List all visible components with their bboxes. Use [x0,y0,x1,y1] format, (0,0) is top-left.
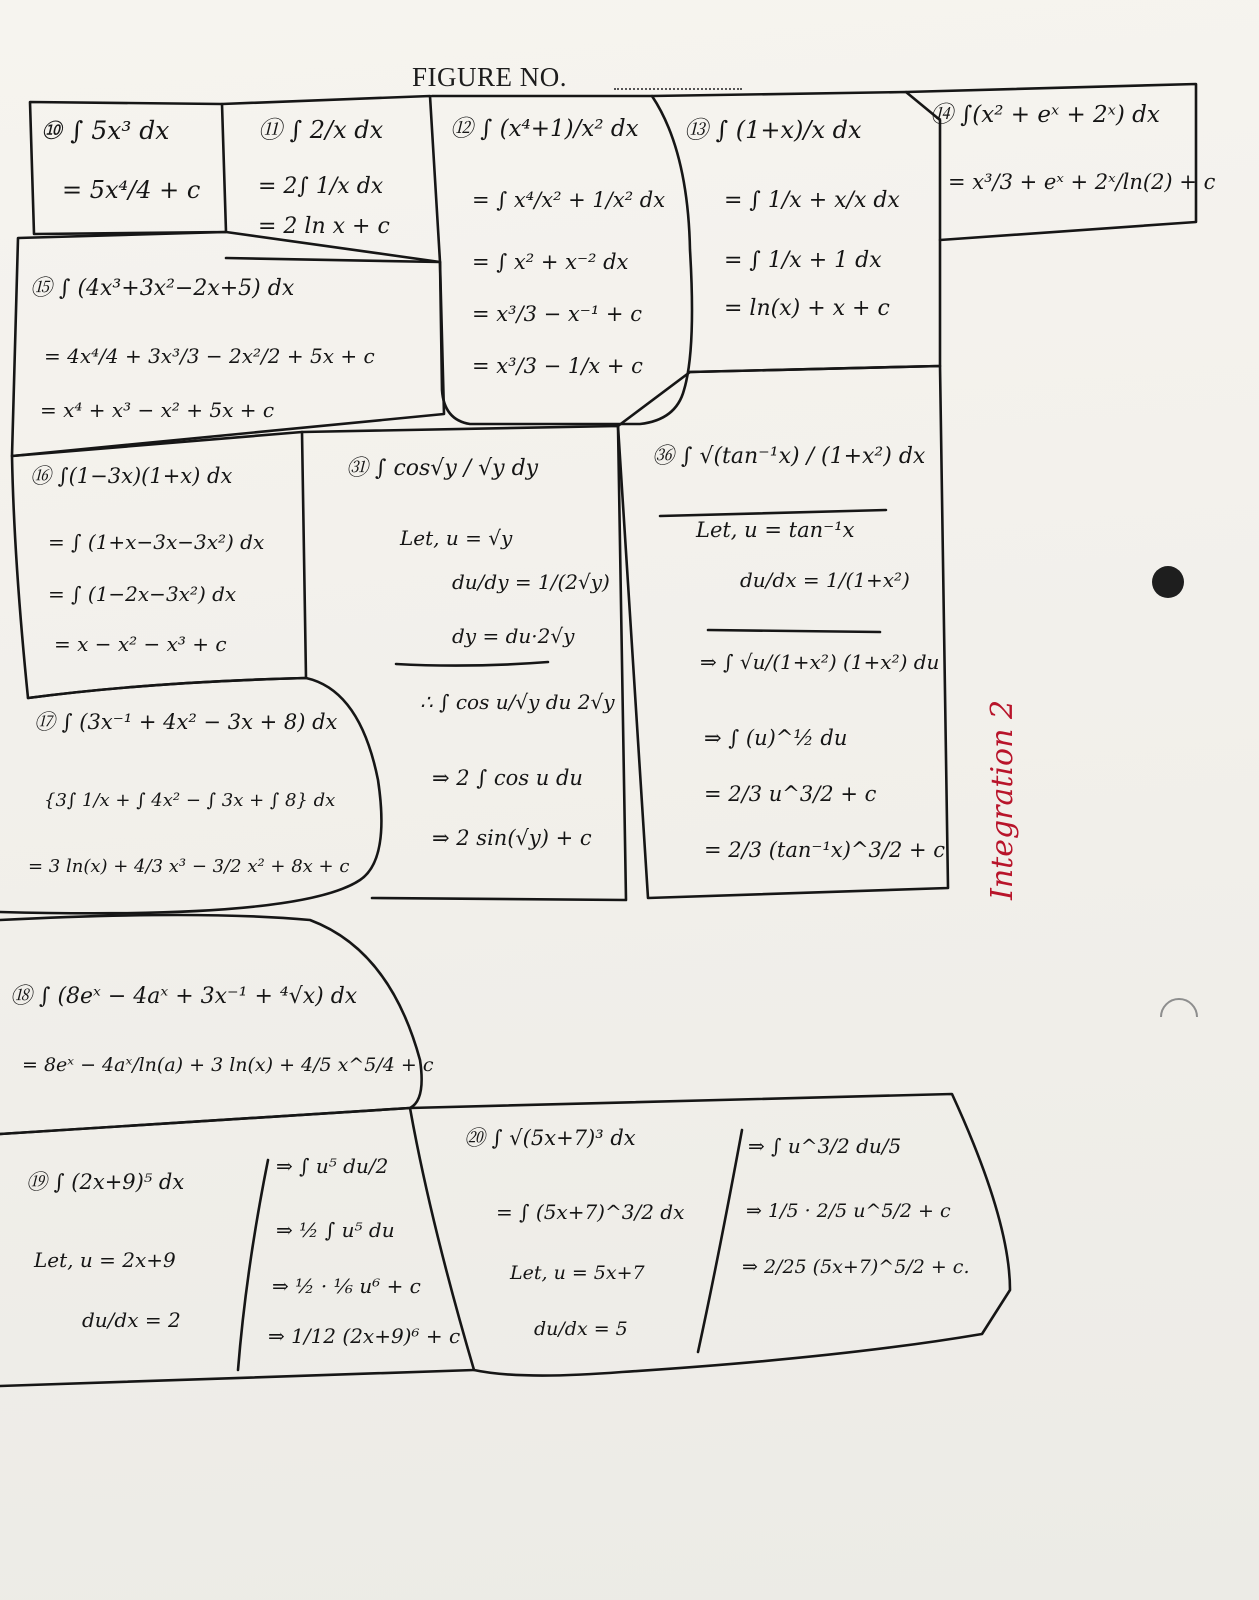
p12-line-5: = x³/3 − 1/x + c [472,354,643,378]
p31-line-5: ∴ ∫ cos u/√y du 2√y [420,690,615,714]
p36-line-3: du/dx = 1/(1+x²) [740,568,910,592]
p31-line-4: dy = du·2√y [452,624,575,648]
p17-line-3: = 3 ln(x) + 4/3 x³ − 3/2 x² + 8x + c [28,856,350,877]
p14-line-1: ⑭ ∫(x² + eˣ + 2ˣ) dx [930,102,1160,128]
p31-line-3: du/dy = 1/(2√y) [452,570,610,594]
p10-line-1: ⑩ ∫ 5x³ dx [40,116,170,145]
box-36-separator-2 [708,630,880,632]
p17-line-2: {3∫ 1/x + ∫ 4x² − ∫ 3x + ∫ 8} dx [44,790,336,811]
p11-line-2: = 2∫ 1/x dx [258,174,384,199]
p15-line-1: ⑮ ∫ (4x³+3x²−2x+5) dx [30,276,295,301]
box-31-separator [396,662,548,666]
p31-line-7: ⇒ 2 sin(√y) + c [432,826,592,850]
p36-line-6: = 2/3 u^3/2 + c [704,782,877,806]
p20-line-3: Let, u = 5x+7 [510,1262,645,1284]
p13-line-2: = ∫ 1/x + x/x dx [724,188,900,213]
p19-line-1: ⑲ ∫ (2x+9)⁵ dx [26,1170,185,1194]
punch-hole-top [1152,566,1184,598]
p31-line-1: ㉛ ∫ cos√y / √y dy [346,456,539,481]
p20-line-1: ⑳ ∫ √(5x+7)³ dx [464,1126,636,1150]
p20-line-4: du/dx = 5 [534,1318,628,1340]
p36-line-5: ⇒ ∫ (u)^½ du [704,726,848,750]
p19-line-3: du/dx = 2 [82,1308,181,1332]
p10-line-2: = 5x⁴/4 + c [62,176,201,204]
p16-line-2: = ∫ (1+x−3x−3x²) dx [48,530,265,554]
p15-line-3: = x⁴ + x³ − x² + 5x + c [40,398,275,422]
p18-line-1: ⑱ ∫ (8eˣ − 4aˣ + 3x⁻¹ + ⁴√x) dx [10,984,358,1009]
p19-line-7: ⇒ 1/12 (2x+9)⁶ + c [268,1324,461,1348]
p36-line-7: = 2/3 (tan⁻¹x)^3/2 + c [704,838,946,862]
p31-line-6: ⇒ 2 ∫ cos u du [432,766,583,790]
p36-line-2: Let, u = tan⁻¹x [696,518,855,542]
p31-line-2: Let, u = √y [400,526,513,550]
p20-line-6: ⇒ 1/5 · 2/5 u^5/2 + c [746,1200,951,1222]
p20-line-7: ⇒ 2/25 (5x+7)^5/2 + c. [742,1256,970,1278]
box-19-separator [238,1160,268,1370]
p18-line-2: = 8eˣ − 4aˣ/ln(a) + 3 ln(x) + 4/5 x^5/4 + c [22,1054,434,1076]
p14-line-2: = x³/3 + eˣ + 2ˣ/ln(2) + c [948,170,1216,194]
box-18-border [0,915,422,1134]
p12-line-3: = ∫ x² + x⁻² dx [472,250,629,274]
p13-line-4: = ln(x) + x + c [724,296,890,321]
p20-line-5: ⇒ ∫ u^3/2 du/5 [748,1134,902,1158]
figure-no-label: FIGURE NO. [412,62,568,92]
p12-line-1: ⑫ ∫ (x⁴+1)/x² dx [450,116,639,142]
p19-line-2: Let, u = 2x+9 [34,1248,176,1272]
p13-line-3: = ∫ 1/x + 1 dx [724,248,882,273]
p36-line-1: ㊱ ∫ √(tan⁻¹x) / (1+x²) dx [652,444,926,469]
p17-line-1: ⑰ ∫ (3x⁻¹ + 4x² − 3x + 8) dx [34,710,338,734]
p19-line-5: ⇒ ½ ∫ u⁵ du [276,1218,395,1242]
box-20-separator [698,1130,742,1352]
p15-line-2: = 4x⁴/4 + 3x³/3 − 2x²/2 + 5x + c [44,344,375,368]
p13-line-1: ⑬ ∫ (1+x)/x dx [684,116,862,144]
box-36-separator-1 [660,510,886,516]
p36-line-4: ⇒ ∫ √u/(1+x²) (1+x²) du [700,650,940,674]
p12-line-2: = ∫ x⁴/x² + 1/x² dx [472,188,666,212]
p19-line-4: ⇒ ∫ u⁵ du/2 [276,1154,389,1178]
integration-side-label: Integration 2 [985,699,1020,900]
p12-line-4: = x³/3 − x⁻¹ + c [472,302,642,326]
p16-line-1: ⑯ ∫(1−3x)(1+x) dx [30,464,233,488]
p11-line-1: ⑪ ∫ 2/x dx [258,116,384,144]
p16-line-3: = ∫ (1−2x−3x²) dx [48,582,237,606]
p19-line-6: ⇒ ½ · ⅙ u⁶ + c [272,1274,421,1298]
p16-line-4: = x − x² − x³ + c [54,632,227,656]
p20-line-2: = ∫ (5x+7)^3/2 dx [496,1200,685,1224]
p11-line-3: = 2 ln x + c [258,214,390,239]
